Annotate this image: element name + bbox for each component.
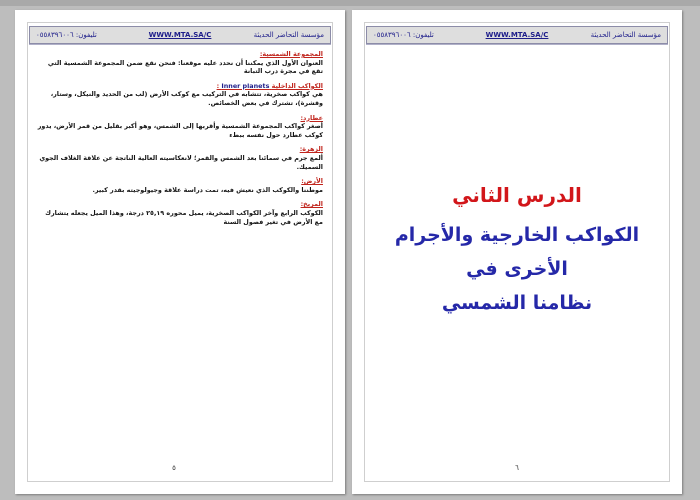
header-website-link[interactable]: WWW.MTA.SA/C xyxy=(148,31,212,39)
page-number: ٥ xyxy=(172,464,176,472)
section-title-latin: Inner planets xyxy=(221,81,270,90)
section-title: الأرض: xyxy=(301,177,323,186)
header-website-link[interactable]: WWW.MTA.SA/C xyxy=(485,31,549,39)
section-text: هي كواكب صخرية، تتشابه في التركيب مع كوكب الأرض (لب من الحديد والنيكل، وستار، وقشرة)، تشترك في بعض الخصائص. xyxy=(50,90,323,107)
section-text: ألمع جرم في سمائنا بعد الشمس والقمر؛ لانعكاسيته العالية الناتجة عن علاقة الغلاف الجوي السميك. xyxy=(39,153,323,171)
page-header xyxy=(366,26,668,44)
section-title: عطارد: xyxy=(300,113,323,122)
section-title: الكواكب الداخلية Inner planets : xyxy=(216,81,323,90)
page-content xyxy=(35,50,323,232)
section-text: الكوكب الرابع وآخر الكواكب الصخرية، يميل محوره ٢٥,١٩ درجة، وهذا الميل يجعله يتشارك مع الأرض في تغير فصول السنة xyxy=(45,208,323,226)
section-title: الزهرة: xyxy=(299,145,323,154)
section-solar-system xyxy=(35,50,323,76)
page-header xyxy=(29,26,331,44)
section-text: موطننا والكوكب الذي نعيش فيه، تمت دراسة علاقة وجيولوجيته بقدر كبير. xyxy=(92,185,323,194)
section-inner-planets xyxy=(35,82,323,108)
document-page-left[interactable] xyxy=(15,10,345,494)
section-title: المريخ: xyxy=(300,200,323,209)
header-phone: تليفون: ٠٥٥٨٣٩٦٠٠٦ xyxy=(373,31,434,39)
section-title-arabic: الكواكب الداخلية xyxy=(271,81,323,90)
section-title: المجموعة الشمسية: xyxy=(259,50,323,58)
section-venus xyxy=(35,145,323,171)
header-phone: تليفون: ٠٥٥٨٣٩٦٠٠٦ xyxy=(36,31,97,39)
section-mars xyxy=(35,200,323,226)
page-number: ٦ xyxy=(515,464,519,472)
header-institution: مؤسسة التحاضر الحديثة xyxy=(590,31,661,39)
lesson-title-line-2: نظامنا الشمسي xyxy=(441,292,593,314)
header-institution: مؤسسة التحاضر الحديثة xyxy=(253,31,324,39)
lesson-title-line-1: الكواكب الخارجية والأجرام الأخرى في xyxy=(394,224,640,280)
section-text: أصغر كواكب المجموعة الشمسية وأقربها إلى الشمس، وهو أكبر بقليل من قمر الأرض، يدور كوكب عطارد حول نفسه ببطء xyxy=(37,122,323,139)
section-mercury xyxy=(35,114,323,140)
document-page-right[interactable] xyxy=(352,10,682,494)
viewer-top-bar xyxy=(0,0,700,6)
lesson-title-block xyxy=(366,180,668,320)
section-text: العنوان الأول الذي يمكننا أن نحدد عليه موقعنا: فنحن نقع ضمن المجموعة الشمسية التي تقع في مجرة درب التبانة xyxy=(47,58,323,76)
section-earth xyxy=(35,177,323,194)
lesson-label: الدرس الثاني xyxy=(452,183,582,207)
